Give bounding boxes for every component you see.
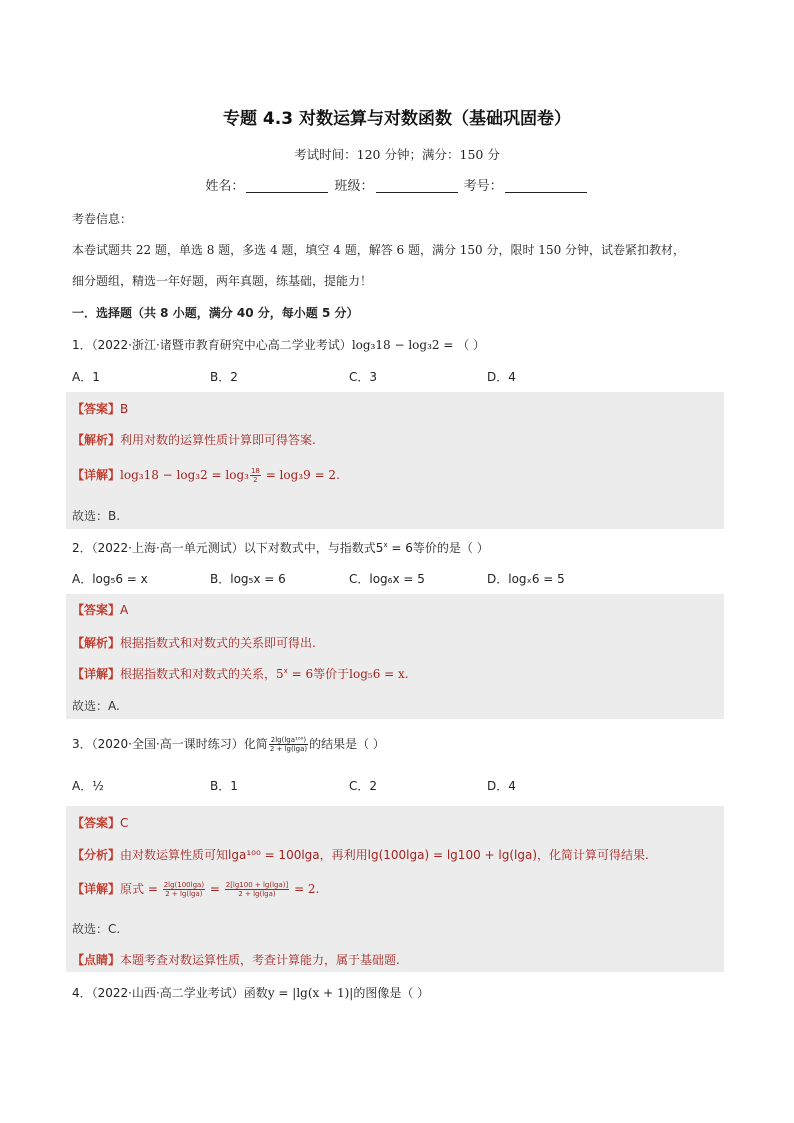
q3-dianjing [72, 951, 722, 968]
question-4-stem [72, 984, 722, 1001]
q2-option-a[interactable]: A．log₅6 = x [72, 572, 148, 586]
q1-detail [72, 466, 722, 484]
q2-analysis-text: 根据指数式和对数式的关系即可得出. [120, 636, 316, 650]
q3-option-b[interactable]: B．1 [210, 779, 238, 793]
question-4-text: 4．（2022·山西·高二学业考试）函数 [72, 986, 268, 1000]
question-1-text: 1．（2022·浙江·诸暨市教育研究中心高二学业考试） [72, 338, 352, 352]
q3-fenxi-text: 由对数运算性质可知lga¹⁰⁰ = 100lga，再利用lg(100lga) = lg100 + lg(lga)，化简计算可得结果. [120, 848, 649, 862]
question-3-options [72, 777, 722, 797]
detail-tag: 【详解】 [72, 667, 121, 681]
q1-option-b[interactable]: B．2 [210, 370, 238, 384]
analysis-tag: 【解析】 [72, 433, 121, 447]
q2-conclusion: 故选：A. [72, 699, 120, 713]
page-title: 专题 4.3 对数运算与对数函数（基础巩固卷） [223, 109, 571, 129]
exam-info-heading: 考卷信息： [72, 212, 133, 226]
q2-option-d[interactable]: D．logₓ6 = 5 [487, 572, 565, 586]
q1-option-a[interactable]: A．1 [72, 370, 100, 384]
exam-time: 考试时间：120 分钟；满分：150 分 [294, 147, 500, 162]
q3-fenxi [72, 846, 722, 863]
answer-tag: 【答案】 [72, 402, 121, 416]
question-2-options [72, 570, 722, 590]
q3-option-a[interactable]: A．½ [72, 779, 104, 793]
q3-frac-den: 2 + lg(lga) [269, 745, 308, 753]
answer-tag: 【答案】 [72, 816, 121, 830]
q1-analysis-text: 利用对数的运算性质计算即可得答案. [120, 433, 316, 447]
question-4-math: y = |lg(x + 1)|的图像是（ ） [267, 986, 430, 1000]
q3-option-d[interactable]: D．4 [487, 779, 516, 793]
q2-detail-math-a: 5 [276, 667, 284, 681]
q3-conclusion: 故选：C. [72, 922, 121, 936]
class-blank[interactable] [376, 178, 458, 193]
q2-detail-text: 根据指数式和对数式的关系， [120, 667, 277, 681]
q3-answer-value: C [120, 816, 129, 830]
analysis-tag: 【解析】 [72, 636, 121, 650]
question-2-sup: x [383, 541, 388, 549]
name-blank[interactable] [246, 178, 328, 193]
detail-tag: 【详解】 [72, 882, 121, 896]
student-info-line [0, 175, 794, 194]
q1-analysis [72, 431, 722, 448]
question-3-fraction [269, 736, 308, 753]
q2-analysis [72, 634, 722, 651]
question-1-options [72, 368, 722, 388]
q1-frac-den: 2 [253, 476, 258, 484]
number-label: 考号： [463, 179, 503, 194]
question-3-tail: 的结果是（ ） [309, 737, 385, 751]
name-label: 姓名： [205, 179, 245, 194]
exam-info-line1: 本卷试题共 22 题，单选 8 题，多选 4 题，填空 4 题，解答 6 题，满分 150 分，限时 150 分钟，试卷紧扣教材， [72, 243, 686, 257]
q3-frac-num: 2lg(lga¹⁰⁰) [270, 736, 307, 744]
q3-answer [72, 814, 722, 831]
question-1-stem [72, 336, 722, 353]
q3-frac1-num: 2lg(100lga) [163, 881, 205, 889]
q2-answer [72, 601, 722, 618]
q3-detail: 【详解】原式 = $\frac{2\lg(100\lg a)}{2 + \lg(\lg a)}$ = $\frac{2[\lg 100 + \lg(\lg a)]}{2 + \lg(\lg a)}$ = 2. [72, 881, 320, 898]
q1-frac-num: 18 [250, 467, 260, 475]
q3-dianjing-text: 本题考查对数运算性质，考查计算能力，属于基础题. [120, 953, 400, 967]
q2-answer-value: A [120, 603, 129, 617]
number-blank[interactable] [505, 178, 587, 193]
q1-detail-prefix: log₃18 − log₃2 = log₃ [120, 468, 249, 482]
q2-option-c[interactable]: C．log₆x = 5 [349, 572, 425, 586]
q3-detail-fraction-2 [225, 881, 290, 898]
q1-option-d[interactable]: D．4 [487, 370, 516, 384]
q2-option-b[interactable]: B．log₅x = 6 [210, 572, 286, 586]
question-2-tail: = 6等价的是（ ） [387, 541, 489, 555]
q3-frac2-num: 2[lg100 + lg(lga)] [225, 881, 289, 889]
q1-answer-value: B [120, 402, 129, 416]
q3-detail-fraction-1 [163, 881, 205, 898]
q3-frac1-den: 2 + lg(lga) [165, 890, 203, 898]
class-label: 班级： [334, 179, 374, 194]
exam-info-line2: 细分题组，精选一年好题，两年真题，练基础，提能力！ [72, 274, 373, 288]
q2-detail-math-b: = 6等价于log₅6 = x. [287, 667, 409, 681]
detail-tag: 【详解】 [72, 468, 121, 482]
question-3-stem [72, 735, 722, 753]
q3-detail-text: 原式 = [120, 882, 162, 896]
q3-frac2-den: 2 + lg(lga) [238, 890, 276, 898]
q2-detail [72, 665, 722, 682]
question-3-text: 3．（2020·全国·高一课时练习）化简 [72, 737, 268, 751]
q3-detail-result: = 2. [290, 882, 320, 896]
q3-option-c[interactable]: C．2 [349, 779, 378, 793]
q1-option-c[interactable]: C．3 [349, 370, 378, 384]
fenxi-tag: 【分析】 [72, 848, 121, 862]
question-2-stem [72, 539, 722, 556]
q2-detail-sup: x [283, 667, 288, 675]
q1-answer [72, 400, 722, 417]
dianjing-tag: 【点睛】 [72, 953, 121, 967]
q1-detail-suffix: = log₃9 = 2. [261, 468, 340, 482]
section-title: 一．选择题（共 8 小题，满分 40 分，每小题 5 分） [72, 306, 359, 320]
answer-tag: 【答案】 [72, 603, 121, 617]
q1-conclusion: 故选：B. [72, 509, 121, 523]
question-1-math: log₃18 − log₃2 = （ ） [351, 338, 486, 352]
q1-detail-fraction [250, 467, 261, 484]
question-2-text: 2．（2022·上海·高一单元测试）以下对数式中，与指数式5 [72, 541, 384, 555]
